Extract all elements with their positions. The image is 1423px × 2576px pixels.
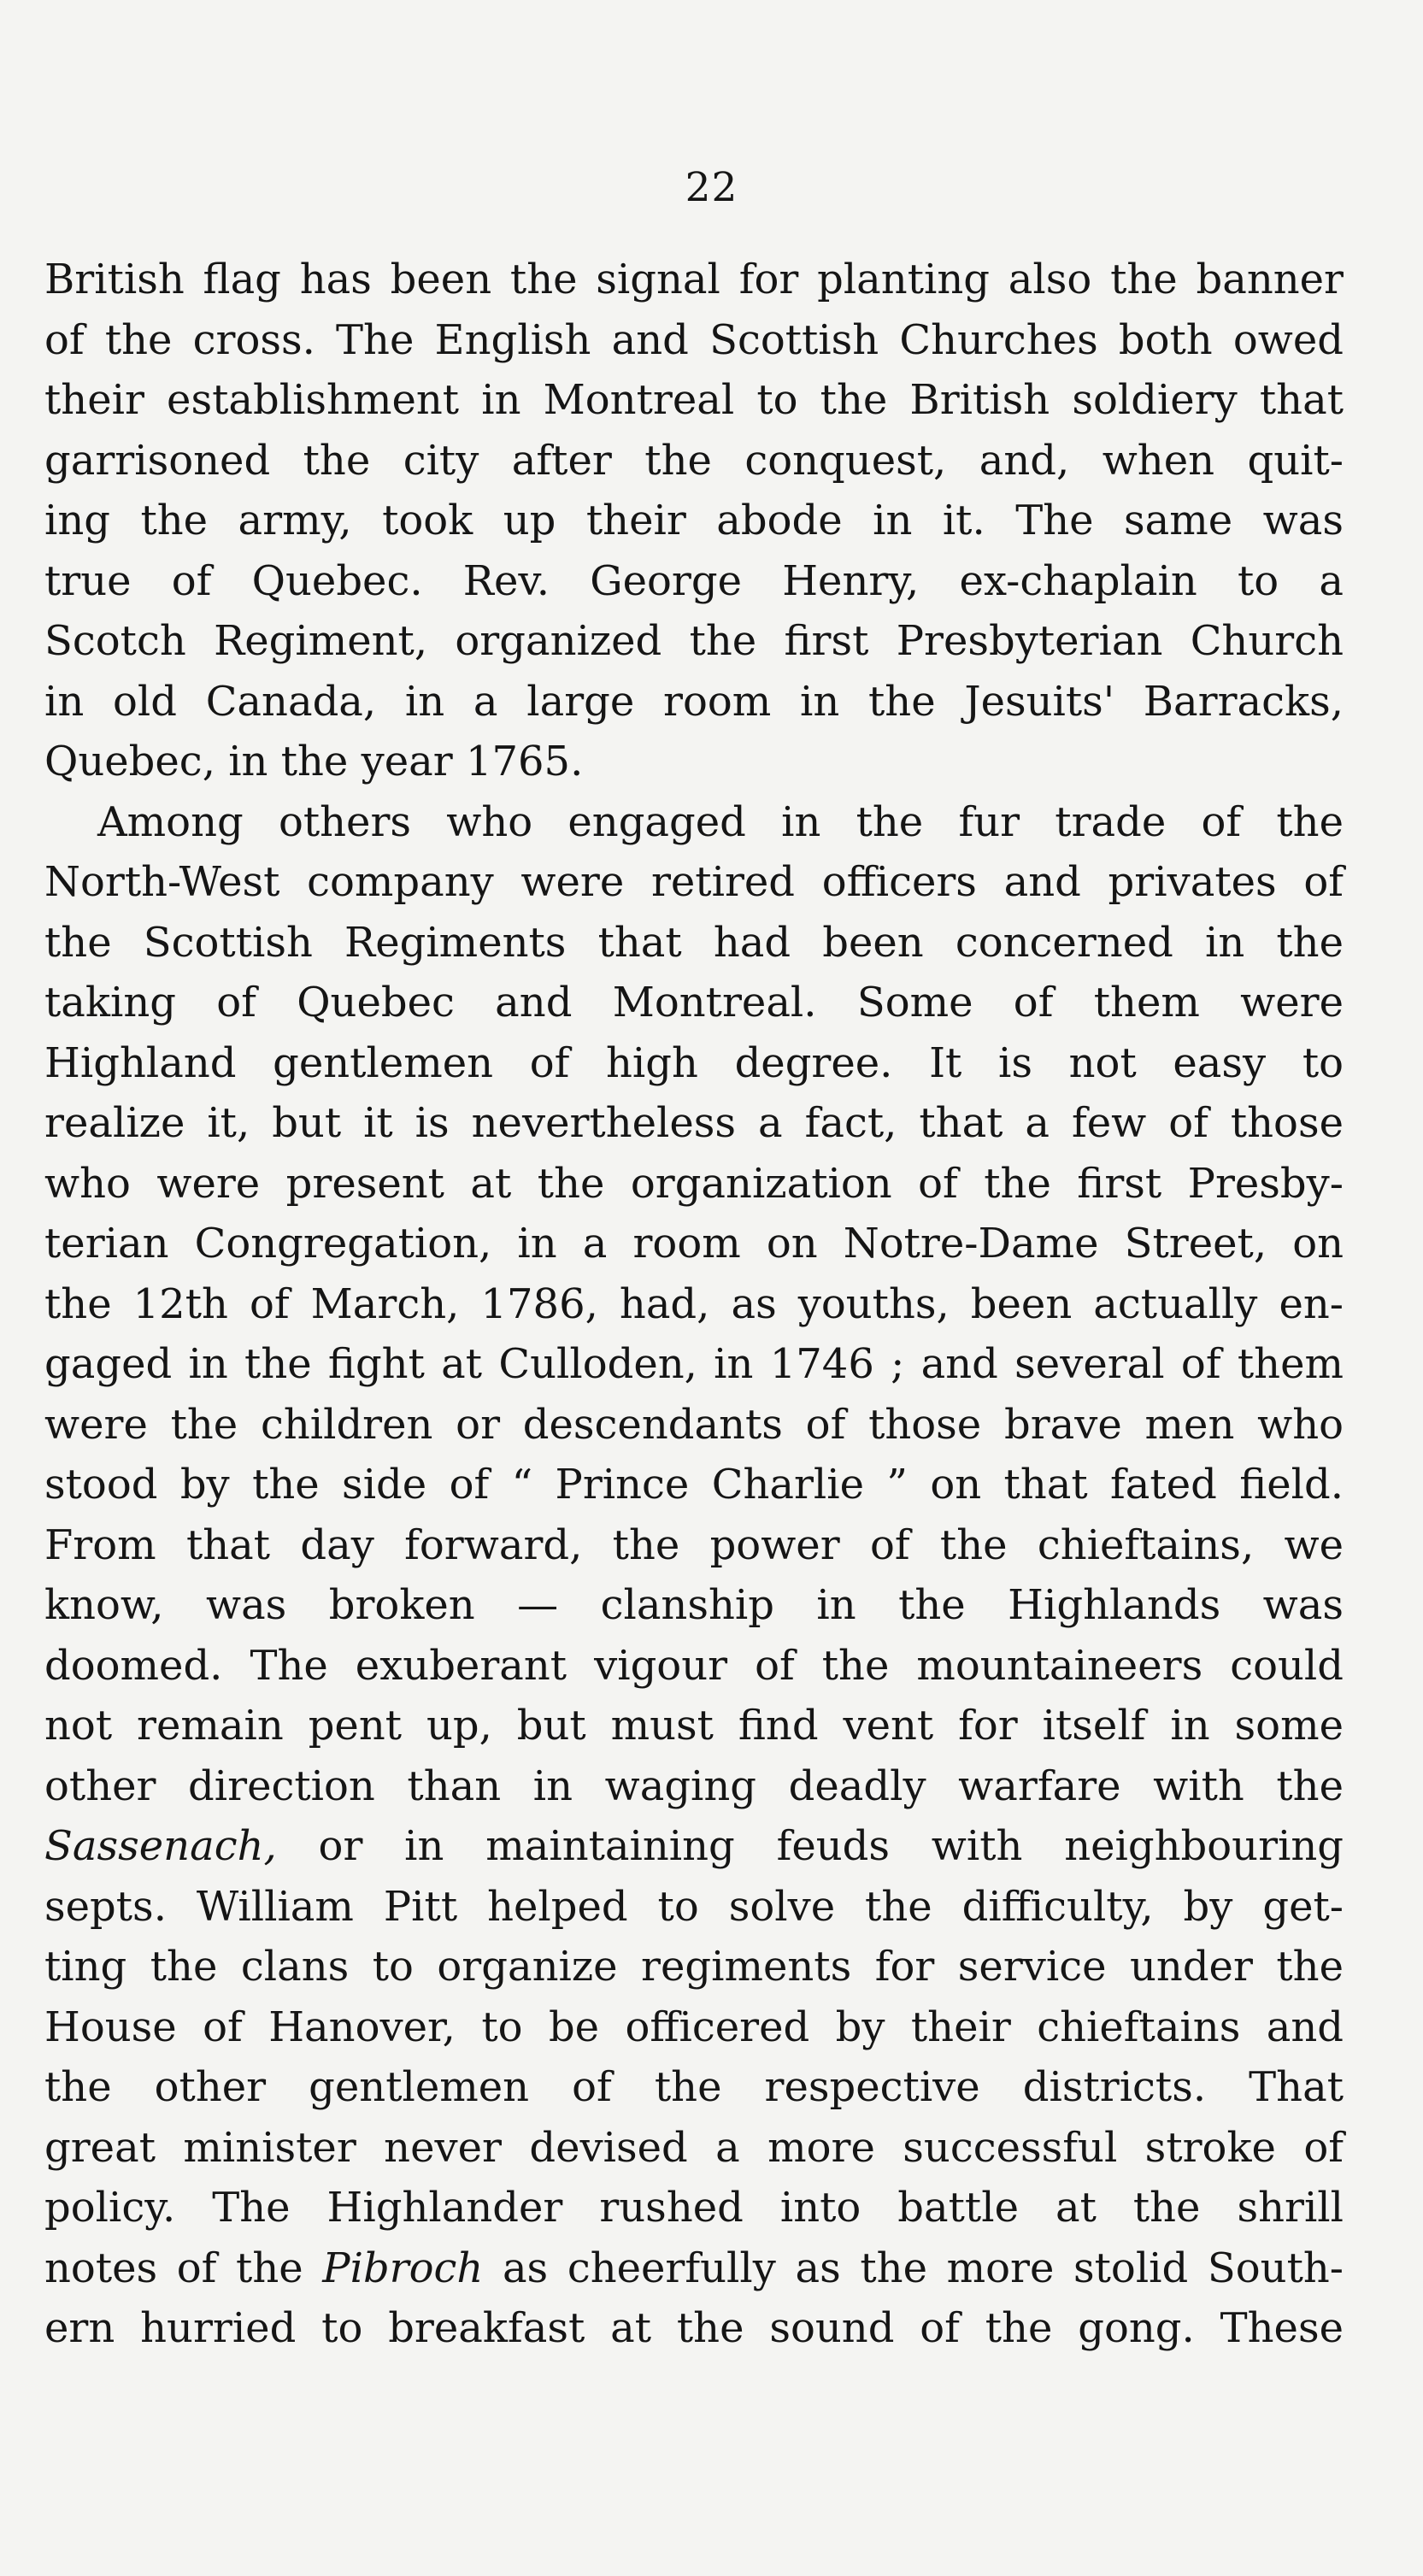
text-line: gaged in the fight at Culloden, in 1746 ; and several of them [44, 1340, 1344, 1388]
text-line: not remain pent up, but must find vent for itself in some [44, 1702, 1344, 1750]
text-segment: or in maintaining feuds with neighbouring [276, 1822, 1344, 1870]
text-line: doomed. The exuberant vigour of the mountaineers could [44, 1641, 1344, 1690]
text-line: in old Canada, in a large room in the Jesuits' Barracks, [44, 677, 1344, 726]
text-line: were the children or descendants of those brave men who [44, 1400, 1344, 1449]
italic-word: Sassenach, [44, 1822, 277, 1870]
text-line: know, was broken — clanship in the Highlands was [44, 1581, 1344, 1629]
text-line: stood by the side of “ Prince Charlie ” on that fated field. [44, 1461, 1344, 1509]
text-segment: notes of the [44, 2244, 323, 2292]
text-line: the Scottish Regiments that had been concerned in the [44, 918, 1344, 967]
text-line: policy. The Highlander rushed into battle at the shrill [44, 2184, 1344, 2232]
text-line: North-West company were retired officers and privates of [44, 858, 1344, 906]
text-line: Scotch Regiment, organized the first Presbyterian Church [44, 617, 1344, 665]
text-line: their establishment in Montreal to the British soldiery that [44, 376, 1344, 424]
text-line: British flag has been the signal for planting also the banner [44, 256, 1344, 303]
text-line: Quebec, in the year 1765. [44, 738, 584, 785]
text-line: true of Quebec. Rev. George Henry, ex-chaplain to a [44, 556, 1344, 605]
text-line: the 12th of March, 1786, had, as youths, been actually en- [44, 1279, 1344, 1328]
text-line: great minister never devised a more successful stroke of [44, 2123, 1344, 2172]
text-line: terian Congregation, in a room on Notre-Dame Street, on [44, 1220, 1344, 1267]
text-line: septs. William Pitt helped to solve the difficulty, by get- [44, 1882, 1344, 1931]
text-line: ting the clans to organize regiments for service under the [44, 1943, 1344, 1991]
text-line: From that day forward, the power of the chieftains, we [44, 1520, 1344, 1569]
text-line: who were present at the organization of the first Presby- [44, 1159, 1344, 1208]
text-segment: as cheerfully as the more stolid South- [483, 2244, 1344, 2292]
page-number: 22 [685, 164, 738, 211]
paragraph-first-line: Among others who engaged in the fur trade of the [97, 797, 1344, 846]
text-line: taking of Quebec and Montreal. Some of them were [44, 979, 1344, 1026]
text-line: the other gentlemen of the respective districts. That [44, 2063, 1344, 2111]
italic-word: Pibroch [322, 2244, 484, 2292]
text-line: Highland gentlemen of high degree. It is not easy to [44, 1038, 1344, 1087]
text-line: ing the army, took up their abode in it. The same was [44, 497, 1344, 544]
text-line-sassenach [44, 1816, 1344, 1877]
body-text [44, 250, 1344, 2359]
text-line: of the cross. The English and Scottish Churches both owed [44, 315, 1344, 364]
text-line: realize it, but it is nevertheless a fact, that a few of those [44, 1099, 1344, 1147]
text-line: garrisoned the city after the conquest, and, when quit- [44, 436, 1344, 485]
text-line: House of Hanover, to be officered by their chieftains and [44, 2003, 1344, 2051]
text-line-pibroch [44, 2238, 1344, 2299]
text-line: other direction than in waging deadly warfare with the [44, 1761, 1344, 1810]
text-line: ern hurried to breakfast at the sound of the gong. These [44, 2304, 1344, 2352]
